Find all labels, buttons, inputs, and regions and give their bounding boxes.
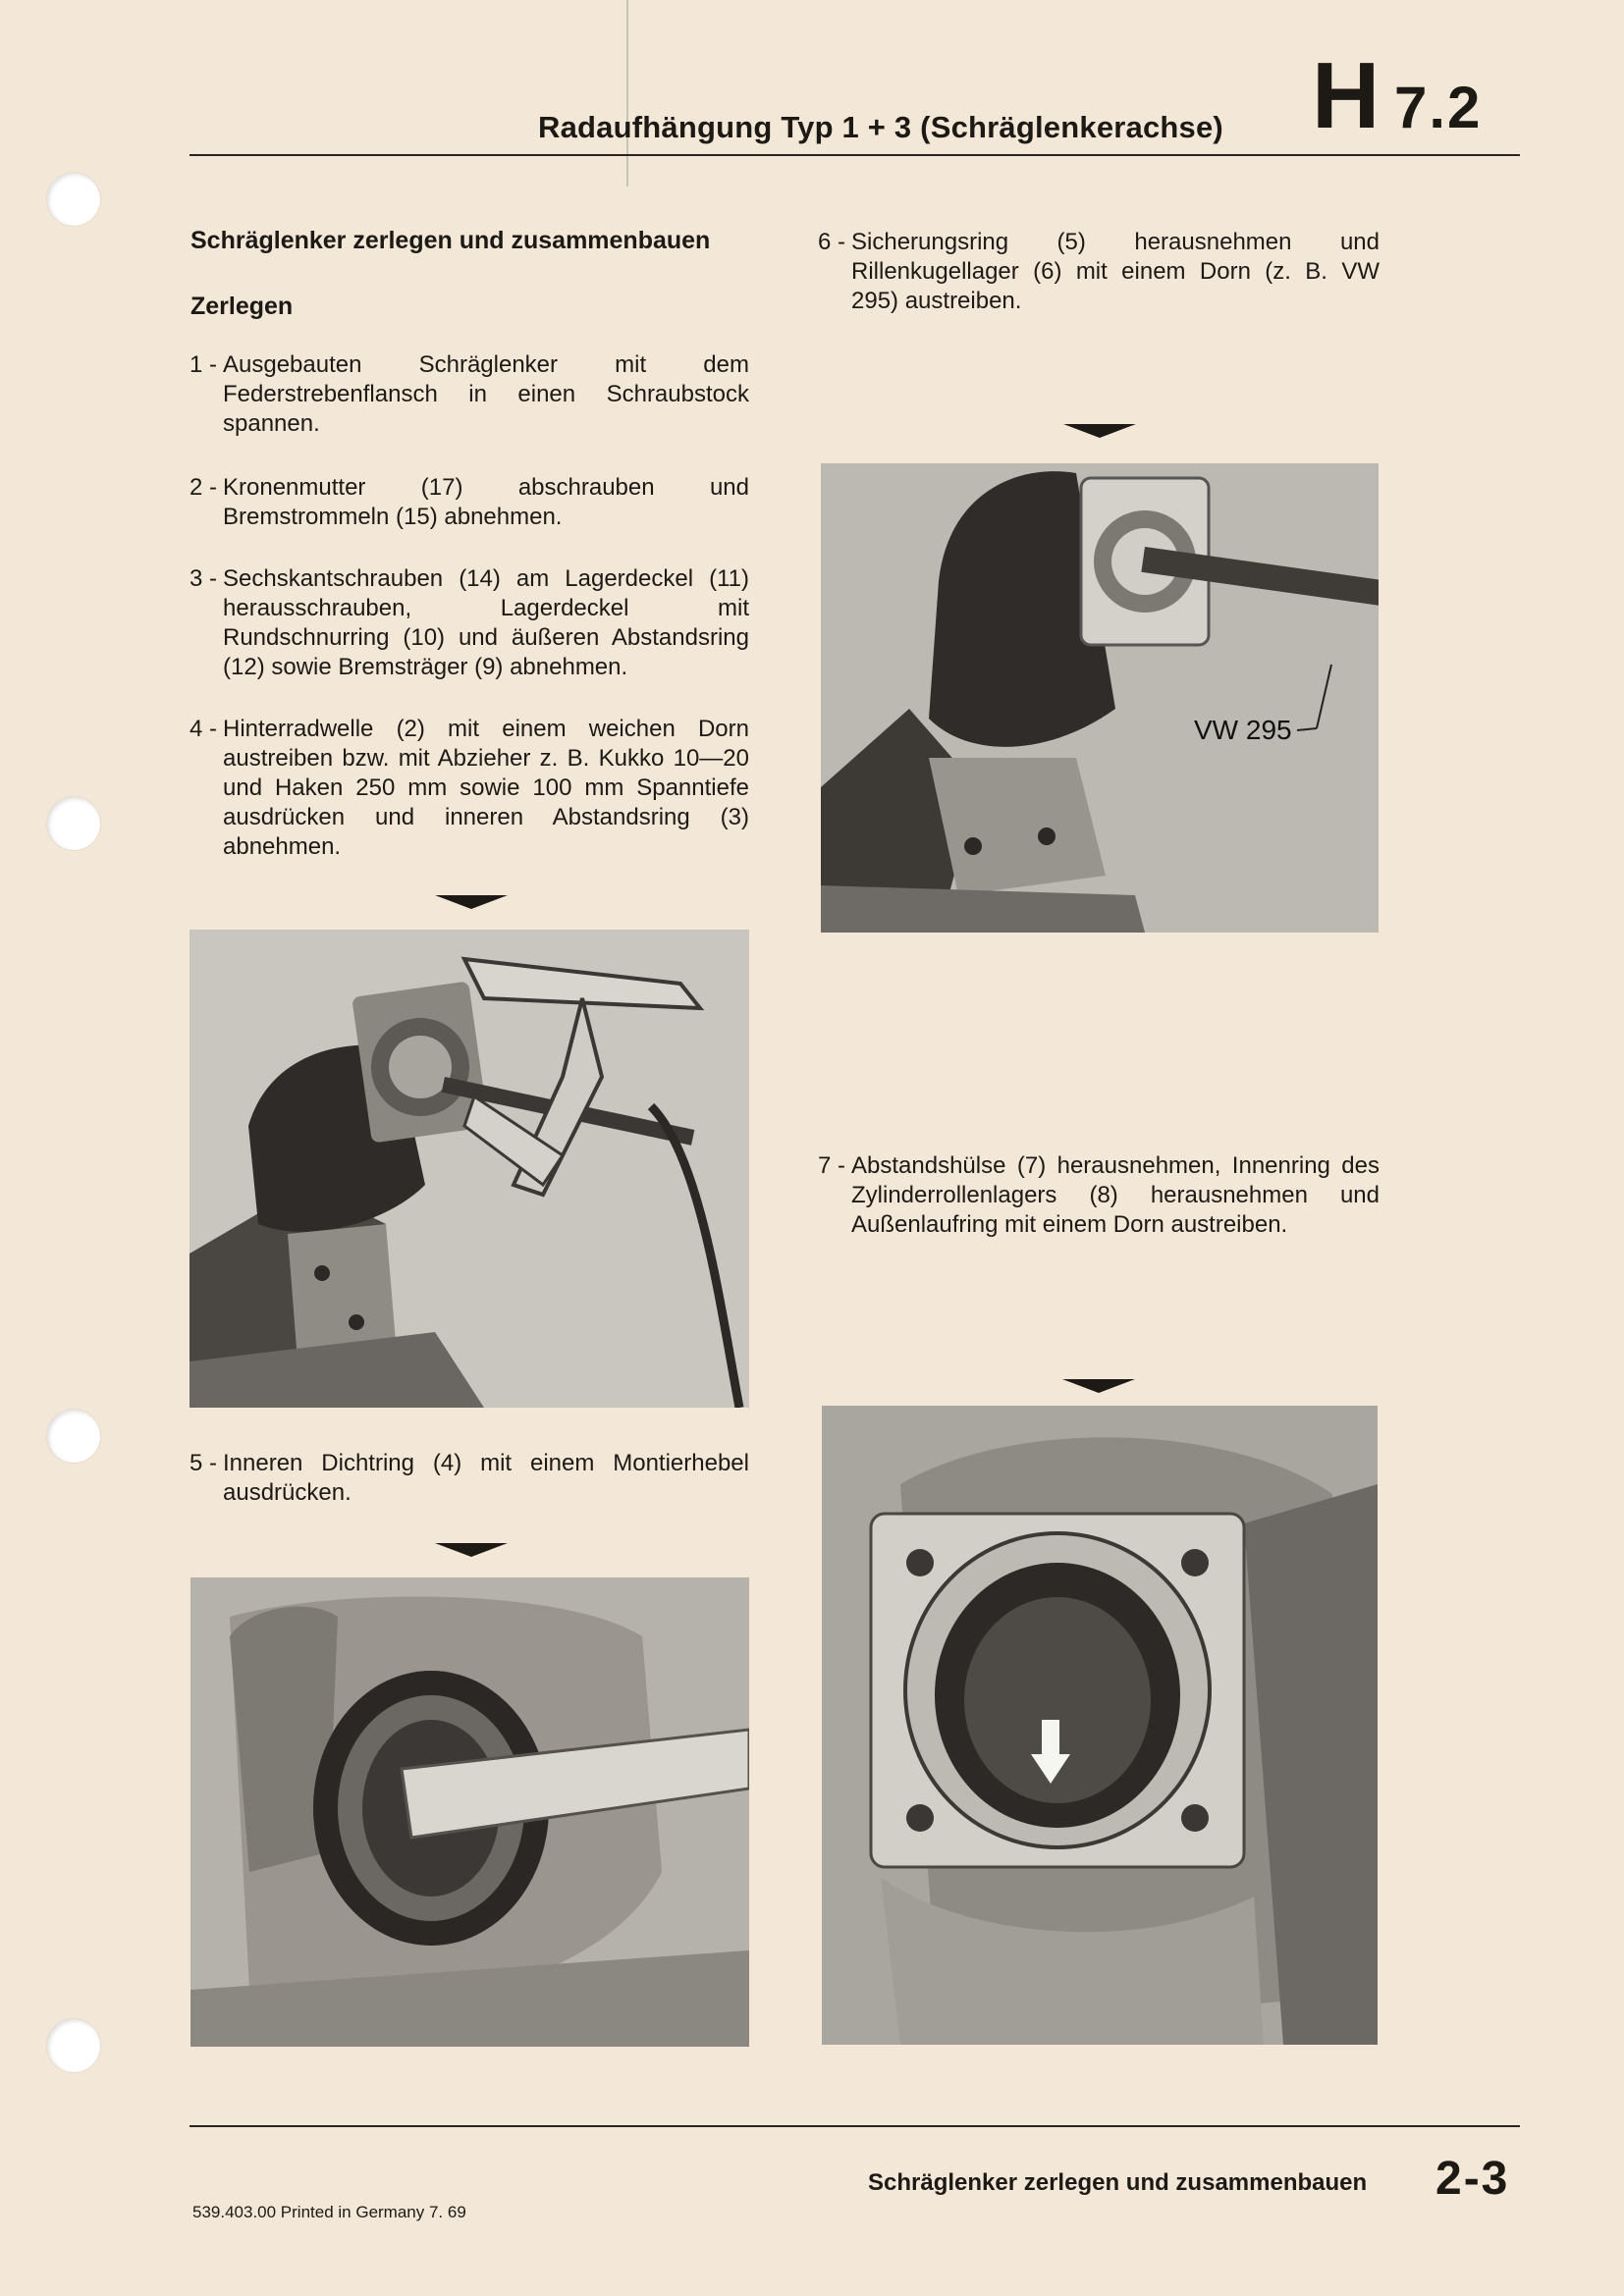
footer-rule (189, 2125, 1520, 2127)
section-heading: Schräglenker zerlegen und zusammenbauen (190, 227, 711, 254)
photo-puller-axle-shaft (189, 930, 749, 1408)
step-6 (818, 228, 1380, 316)
step-7 (818, 1151, 1380, 1240)
step-1 (189, 350, 749, 439)
step-text: Kronenmutter (17) abschrauben und Bremstrommeln (15) abnehmen. (223, 474, 749, 530)
section-letter: H (1312, 43, 1380, 148)
step-text: Abstandshülse (7) herausnehmen, Innenring des Zylinderrollenlagers (8) herausnehmen und Außenlaufring mit einem Dorn austreiben. (851, 1152, 1380, 1238)
step-4 (189, 715, 749, 862)
section-number: 7.2 (1394, 75, 1483, 140)
photo-drift-vw295 (821, 463, 1379, 933)
step-text: Sicherungsring (5) herausnehmen und Rillenkugellager (6) mit einem Dorn (z. B. VW 295) austreiben. (851, 229, 1380, 314)
step-number: 4 - (189, 716, 218, 742)
step-text: Hinterradwelle (2) mit einem weichen Dorn austreiben bzw. mit Abzieher z. B. Kukko 10—20 und Haken 250 mm sowie 100 mm Spanntiefe ausdrücken und inneren Abstandsring (3) abnehmen. (223, 716, 749, 860)
pointer-arrow-icon (1062, 1379, 1135, 1393)
step-text: Sechskantschrauben (14) am Lagerdeckel (11) herausschrauben, Lagerdeckel mit Rundschnurring (10) und äußeren Abstandsring (12) sowie Bremsträger (9) abnehmen. (223, 565, 749, 680)
step-3 (189, 564, 749, 682)
step-number: 7 - (818, 1152, 846, 1179)
fold-mark (626, 0, 628, 187)
page-header-title: Radaufhängung Typ 1 + 3 (Schräglenkerachse) (538, 110, 1223, 144)
step-number: 3 - (189, 565, 218, 592)
footer-section-title: Schräglenker zerlegen und zusammenbauen (868, 2169, 1368, 2196)
print-info: 539.403.00 Printed in Germany 7. 69 (192, 2203, 466, 2221)
photo-lever-removing-seal (190, 1577, 749, 2047)
step-5 (189, 1449, 749, 1508)
pointer-arrow-icon (1063, 424, 1136, 438)
step-number: 2 - (189, 474, 218, 501)
page-number: 2-3 (1435, 2153, 1510, 2205)
punch-hole (47, 1410, 100, 1463)
pointer-arrow-icon (435, 895, 508, 909)
step-number: 1 - (189, 351, 218, 378)
tool-callout-label: VW 295 (1194, 715, 1292, 745)
header-rule (189, 154, 1520, 156)
step-2 (189, 473, 749, 532)
punch-hole (47, 797, 100, 850)
punch-hole (47, 2019, 100, 2072)
step-number: 5 - (189, 1450, 218, 1476)
step-text: Ausgebauten Schräglenker mit dem Federstrebenflansch in einen Schraubstock spannen. (223, 351, 749, 437)
photo-bearing-housing (822, 1406, 1378, 2045)
step-text: Inneren Dichtring (4) mit einem Montierhebel ausdrücken. (223, 1450, 749, 1506)
punch-hole (47, 173, 100, 226)
subheading-zerlegen: Zerlegen (190, 293, 294, 320)
pointer-arrow-icon (435, 1543, 508, 1557)
step-number: 6 - (818, 229, 846, 255)
